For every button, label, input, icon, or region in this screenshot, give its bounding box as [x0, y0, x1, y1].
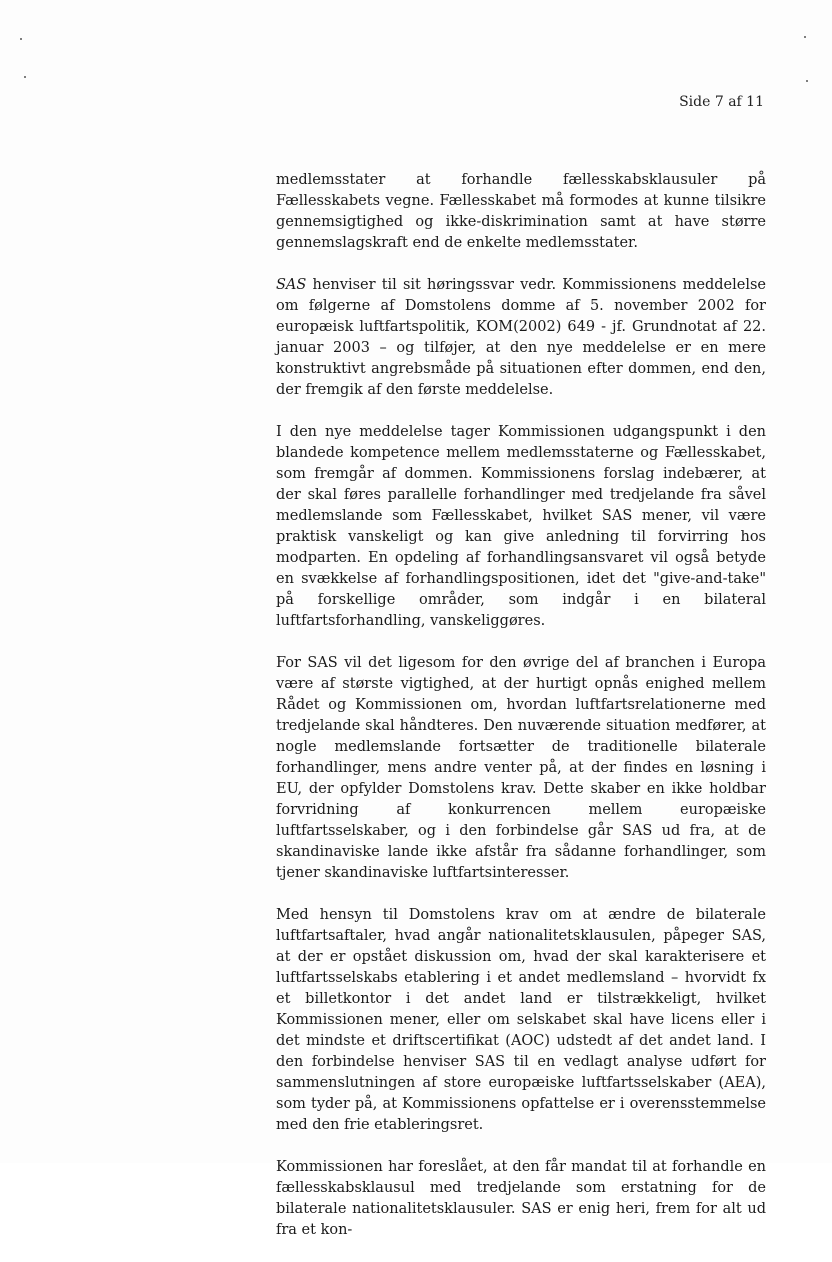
paragraph-3 [276, 422, 766, 632]
scan-speck [804, 36, 806, 38]
scan-speck [24, 76, 26, 78]
paragraph-text: I den nye meddelelse tager Kommissionen udgangspunkt i den blandede kompetence mellem medlemsstaterne og Fællesskabet, som fremgår af dommen. Kommissionens forslag indebærer, at der skal føres parallelle forhandlinger med tredjelande fra såvel medlemslande som Fællesskabet, hvilket SAS mener, vil være praktisk vanskeligt og kan give anledning til forvirring hos modparten. En opdeling af forhandlingsansvaret vil også betyde en svækkelse af forhandlingspositionen, idet det "give-and-take" på forskellige områder, som indgår i en bilateral luftfartsforhandling, vanskeliggøres. [276, 424, 766, 629]
paragraph-5 [276, 905, 766, 1136]
paragraph-text: For SAS vil det ligesom for den øvrige del af branchen i Europa være af største vigtighed, at der hurtigt opnås enighed mellem Rådet og Kommissionen om, hvordan luftfartsrelationerne med tredjelande skal håndteres. Den nuværende situation medfører, at nogle medlemslande fortsætter de traditionelle bilaterale forhandlinger, mens andre venter på, at der findes en løsning i EU, der opfylder Domstolens krav. Dette skaber en ikke holdbar forvridning af konkurrencen mellem europæiske luftfartsselskaber, og i den forbindelse går SAS ud fra, at de skandinaviske lande ikke afstår fra sådanne forhandlinger, som tjener skandinaviske luftfartsinteresser. [276, 655, 766, 881]
paragraph-text: Med hensyn til Domstolens krav om at ændre de bilaterale luftfartsaftaler, hvad angår nationalitetsklausulen, påpeger SAS, at der er opstået diskussion om, hvad der skal karakterisere et luftfartsselskabs etablering i et andet medlemsland – hvorvidt fx et billetkontor i det andet land er tilstrækkeligt, hvilket Kommissionen mener, eller om selskabet skal have licens eller i det mindste et driftscertifikat (AOC) udstedt af det andet land. I den forbindelse henviser SAS til en vedlagt analyse udført for sammenslutningen af store europæiske luftfartsselskaber (AEA), som tyder på, at Kommissionens opfattelse er i overensstemmelse med den frie etableringsret. [276, 907, 766, 1133]
paragraph-4 [276, 653, 766, 884]
paragraph-text: henviser til sit høringssvar vedr. Kommissionens meddelelse om følgerne af Domstolens domme af 5. november 2002 for europæisk luftfartspolitik, KOM(2002) 649 - jf. Grundnotat af 22. januar 2003 – og tilføjer, at den nye meddelelse er en mere konstruktivt angrebsmåde på situationen efter dommen, end den, der fremgik af den første meddelelse. [276, 277, 766, 398]
scan-speck [20, 38, 22, 40]
paragraph-lead-sas: SAS [276, 277, 307, 293]
paragraph-2 [276, 275, 766, 401]
document-body [276, 170, 766, 1262]
paragraph-1 [276, 170, 766, 254]
paragraph-text: Kommissionen har foreslået, at den får mandat til at forhandle en fællesskabsklausul med tredjelande som erstatning for de bilaterale nationalitetsklausuler. SAS er enig heri, frem for alt ud fra et kon- [276, 1159, 766, 1238]
paragraph-6 [276, 1157, 766, 1241]
paragraph-text: medlemsstater at forhandle fællesskabsklausuler på Fællesskabets vegne. Fællesskabet må formodes at kunne tilsikre gennemsigtighed og ikke-diskrimination samt at have større gennemslagskraft end de enkelte medlemsstater. [276, 172, 766, 251]
page-number: Side 7 af 11 [679, 94, 764, 110]
scan-speck [806, 80, 808, 82]
